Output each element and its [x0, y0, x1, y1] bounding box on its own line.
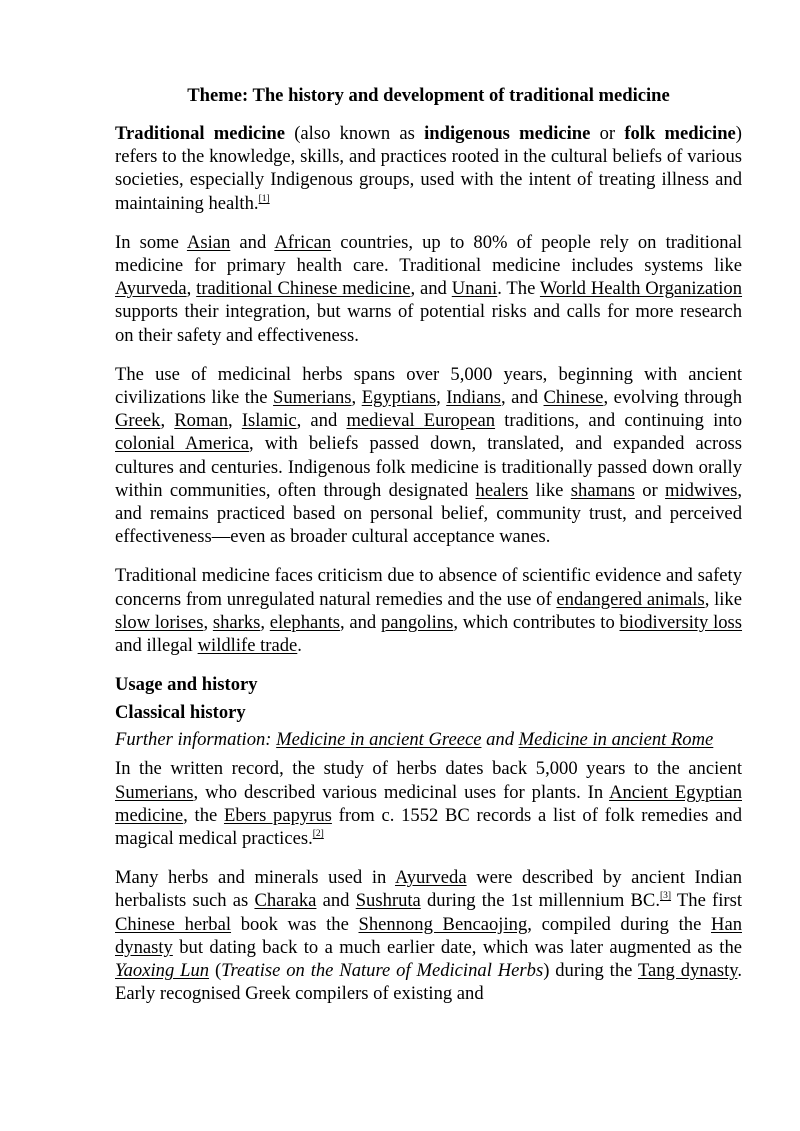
link-ayurveda[interactable]: Ayurveda: [115, 278, 187, 300]
herbalists-paragraph: Many herbs and minerals used in Ayurveda were described by ancient Indian herbalists such as Charaka and Sushruta during the 1st millennium BC.[3] The first Chinese herbal book was the Shennong Bencaojing, compiled during the Han dynasty but dating back to a much earlier date, which was later augmented as the Yaoxing Lun (Treatise on the Nature of Medicinal Herbs) during the Tang dynasty. Early recognised Greek compilers of existing and: [115, 867, 743, 1005]
heading-classical-history: Classical history: [115, 702, 246, 724]
bold-term: folk medicine: [624, 123, 736, 144]
citation-3[interactable]: [3]: [659, 891, 672, 902]
criticism-paragraph: Traditional medicine faces criticism due to absence of scientific evidence and safety concerns from unregulated natural remedies and the use of endangered animals, like slow lorises, sharks, elephants, and pangolins, which contributes to biodiversity loss and illegal wildlife trade.: [115, 565, 743, 657]
link-slow-lorises[interactable]: slow lorises: [115, 611, 204, 633]
herbs-paragraph: The use of medicinal herbs spans over 5,000 years, beginning with ancient civilizations like the Sumerians, Egyptians, Indians, and Chinese, evolving through Greek, Roman, Islamic, and medieval European traditions, and continuing into colonial America, with beliefs passed down, translated, and expanded across cultures and centuries. Indigenous folk medicine is traditionally passed down orally within communities, often through designated healers like shamans or midwives, and remains practiced based on personal belief, community trust, and perceived effectiveness—even as broader cultural acceptance wanes.: [115, 363, 743, 548]
link-endangered-animals[interactable]: endangered animals: [556, 588, 705, 610]
citation-1[interactable]: [1]: [258, 193, 270, 204]
link-sumerians-2[interactable]: Sumerians: [115, 781, 194, 803]
written-record-paragraph: In the written record, the study of herbs dates back 5,000 years to the ancient Sumerians, who described various medicinal uses for plants. In Ancient Egyptian medicine, the Ebers papyrus from c. 1552 BC records a list of folk remedies and magical medical practices.[2]: [115, 758, 742, 850]
link-medicine-ancient-rome[interactable]: Medicine in ancient Rome: [518, 729, 714, 751]
intro-paragraph: Traditional medicine (also known as indigenous medicine or folk medicine) refers to the knowledge, skills, and practices rooted in the cultural beliefs of various societies, especially Indigenous groups, used with the intent of treating illness and maintaining health.[1]: [115, 123, 742, 214]
link-sharks[interactable]: sharks: [212, 611, 261, 633]
further-information: Further information: Medicine in ancient Greece and Medicine in ancient Rome: [115, 729, 714, 751]
link-sumerians[interactable]: Sumerians: [273, 387, 352, 409]
link-egyptians[interactable]: Egyptians: [361, 387, 437, 409]
citation-2[interactable]: [2]: [312, 829, 324, 840]
link-medicine-ancient-greece[interactable]: Medicine in ancient Greece: [276, 729, 482, 751]
link-pangolins[interactable]: pangolins: [381, 611, 454, 633]
link-ancient-egyptian-medicine[interactable]: Ancient Egyptian medicine: [115, 781, 742, 826]
link-islamic[interactable]: Islamic: [241, 410, 297, 432]
bold-term: Traditional medicine: [115, 123, 286, 144]
treatise-title: Treatise on the Nature of Medicinal Herbs: [221, 960, 544, 982]
link-chinese-herbal[interactable]: Chinese herbal: [115, 913, 232, 935]
link-colonial-america[interactable]: colonial America: [115, 433, 249, 455]
link-who[interactable]: World Health Organization: [539, 278, 743, 300]
link-yaoxing-lun[interactable]: Yaoxing Lun: [115, 960, 210, 982]
link-roman[interactable]: Roman: [174, 410, 228, 432]
link-shamans[interactable]: shamans: [570, 479, 635, 501]
link-han-dynasty[interactable]: Han dynasty: [115, 913, 742, 958]
link-elephants[interactable]: elephants: [269, 611, 340, 633]
link-shennong-bencaojing[interactable]: Shennong Bencaojing: [358, 913, 528, 935]
link-tang-dynasty[interactable]: Tang dynasty: [637, 960, 738, 982]
document-title: Theme: The history and development of traditional medicine: [187, 85, 670, 106]
link-indians[interactable]: Indians: [446, 387, 501, 409]
heading-usage-and-history: Usage and history: [115, 674, 258, 696]
document-page: [115, 84, 742, 1022]
bold-term: indigenous medicine: [424, 123, 591, 144]
link-asian[interactable]: Asian: [186, 231, 231, 253]
link-ayurveda-2[interactable]: Ayurveda: [394, 867, 467, 889]
link-sushruta[interactable]: Sushruta: [355, 890, 421, 912]
link-midwives[interactable]: midwives: [665, 479, 738, 501]
link-unani[interactable]: Unani: [451, 278, 498, 300]
link-charaka[interactable]: Charaka: [254, 890, 317, 912]
usage-paragraph: In some Asian and African countries, up to 80% of people rely on traditional medicine for primary health care. Traditional medicine includes systems like Ayurveda, traditional Chinese medicine, and Unani. The World Health Organization supports their integration, but warns of potential risks and calls for more research on their safety and effectiveness.: [115, 231, 743, 346]
link-medieval-european[interactable]: medieval European: [346, 410, 496, 432]
link-chinese[interactable]: Chinese: [543, 387, 604, 409]
link-wildlife-trade[interactable]: wildlife trade: [197, 635, 298, 657]
link-tcm[interactable]: traditional Chinese medicine: [196, 278, 411, 300]
link-greek[interactable]: Greek: [115, 410, 161, 432]
link-ebers-papyrus[interactable]: Ebers papyrus: [223, 804, 332, 826]
link-african[interactable]: African: [274, 231, 332, 253]
link-healers[interactable]: healers: [475, 479, 529, 501]
link-biodiversity-loss[interactable]: biodiversity loss: [619, 611, 743, 633]
